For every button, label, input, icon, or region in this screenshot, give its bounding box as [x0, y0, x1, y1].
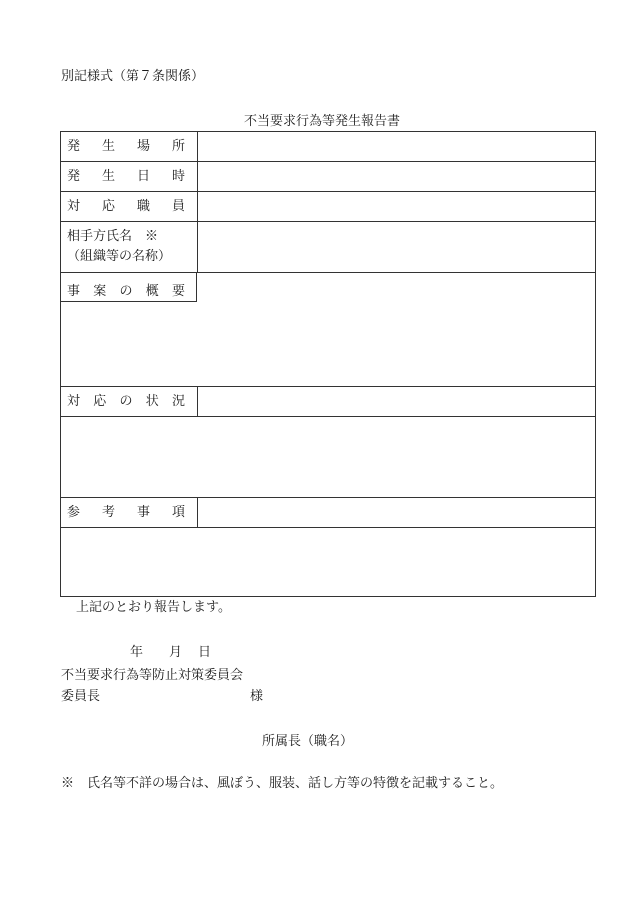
footnote: ※ 氏名等不詳の場合は、風ぼう、服装、話し方等の特徴を記載すること。: [61, 776, 504, 791]
field-location[interactable]: [198, 132, 595, 161]
date-day: 日: [198, 645, 212, 660]
sender-title: 所属長（職名）: [262, 734, 354, 749]
label-response: 対 応 の 状 況: [67, 394, 185, 409]
document-title: 不当要求行為等発生報告書: [244, 114, 401, 129]
date-year: 年: [130, 645, 144, 660]
field-response-header[interactable]: [198, 387, 595, 416]
label-party-org: （組織等の名称）: [67, 249, 172, 264]
label-party-name: 相手方氏名 ※: [67, 229, 159, 244]
date-month: 月: [169, 645, 183, 660]
report-form-table: [60, 131, 596, 597]
report-statement: 上記のとおり報告します。: [76, 600, 231, 615]
field-reference[interactable]: [61, 528, 595, 596]
label-staff: 対 応 職 員: [67, 199, 185, 214]
field-staff[interactable]: [198, 192, 595, 221]
label-datetime: 発 生 日 時: [67, 169, 185, 184]
field-summary[interactable]: [61, 303, 595, 386]
label-summary: 事 案 の 概 要: [61, 272, 197, 302]
label-location: 発 生 場 所: [67, 139, 185, 154]
form-style-label: 別記様式（第７条関係）: [61, 69, 205, 84]
field-party-name[interactable]: [198, 222, 595, 272]
field-reference-header[interactable]: [198, 498, 595, 527]
label-reference: 参 考 事 項: [67, 505, 185, 520]
addressee-organization: 不当要求行為等防止対策委員会: [61, 668, 244, 683]
addressee-title: 委員長: [61, 689, 101, 704]
field-datetime[interactable]: [198, 162, 595, 191]
field-response[interactable]: [61, 417, 595, 497]
addressee-honorific: 様: [250, 689, 264, 704]
